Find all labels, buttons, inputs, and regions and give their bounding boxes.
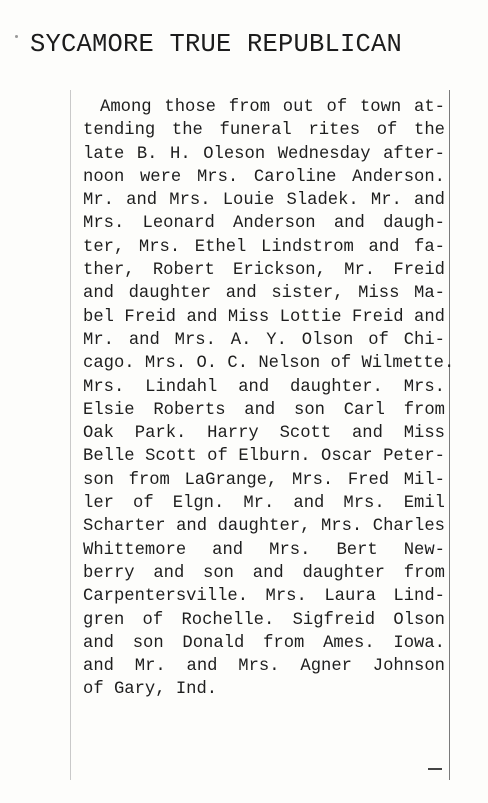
article-line: Among those from out of town at-: [100, 98, 445, 117]
article-line: Oak Park. Harry Scott and Miss: [83, 424, 445, 444]
article-line: Mr. and Mrs. Louie Sladek. Mr. and: [83, 191, 445, 211]
article-line: Carpentersville. Mrs. Laura Lind-: [83, 587, 445, 607]
article-line: Elsie Roberts and son Carl from: [83, 400, 445, 420]
article-line: Scharter and daughter, Mrs. Charles: [83, 517, 445, 537]
article-line: of Gary, Ind.: [83, 680, 218, 700]
article-line: cago. Mrs. O. C. Nelson of Wilmette.: [83, 354, 455, 374]
article-line: noon were Mrs. Caroline Anderson.: [83, 167, 445, 187]
article-line: berry and son and daughter from: [83, 563, 445, 583]
article-line: tending the funeral rites of the: [83, 121, 445, 141]
article-line: ler of Elgn. Mr. and Mrs. Emil: [83, 494, 445, 514]
article-line: son from LaGrange, Mrs. Fred Mil-: [83, 470, 445, 490]
newspaper-masthead: SYCAMORE TRUE REPUBLICAN: [30, 30, 403, 59]
article-line: Whittemore and Mrs. Bert New-: [83, 540, 445, 560]
article-line: gren of Rochelle. Sigfreid Olson: [83, 610, 445, 630]
article-line: and Mr. and Mrs. Agner Johnson: [83, 657, 445, 677]
article-line: Belle Scott of Elburn. Oscar Peter-: [83, 447, 445, 467]
article-line: ther, Robert Erickson, Mr. Freid: [83, 261, 445, 281]
article-line: and son Donald from Ames. Iowa.: [83, 633, 445, 653]
clipping-edge-mark: [428, 768, 442, 770]
article-line: Mrs. Lindahl and daughter. Mrs.: [83, 377, 445, 397]
article-clipping: [70, 90, 455, 780]
article-line: Mrs. Leonard Anderson and daugh-: [83, 214, 445, 234]
paper-speck: [15, 35, 18, 38]
article-line: and daughter and sister, Miss Ma-: [83, 284, 445, 304]
article-line: bel Freid and Miss Lottie Freid and: [83, 307, 445, 327]
article-line: Mr. and Mrs. A. Y. Olson of Chi-: [83, 330, 445, 350]
article-body: [83, 96, 455, 702]
article-line: late B. H. Oleson Wednesday after-: [83, 144, 445, 164]
article-line: ter, Mrs. Ethel Lindstrom and fa-: [83, 237, 445, 257]
